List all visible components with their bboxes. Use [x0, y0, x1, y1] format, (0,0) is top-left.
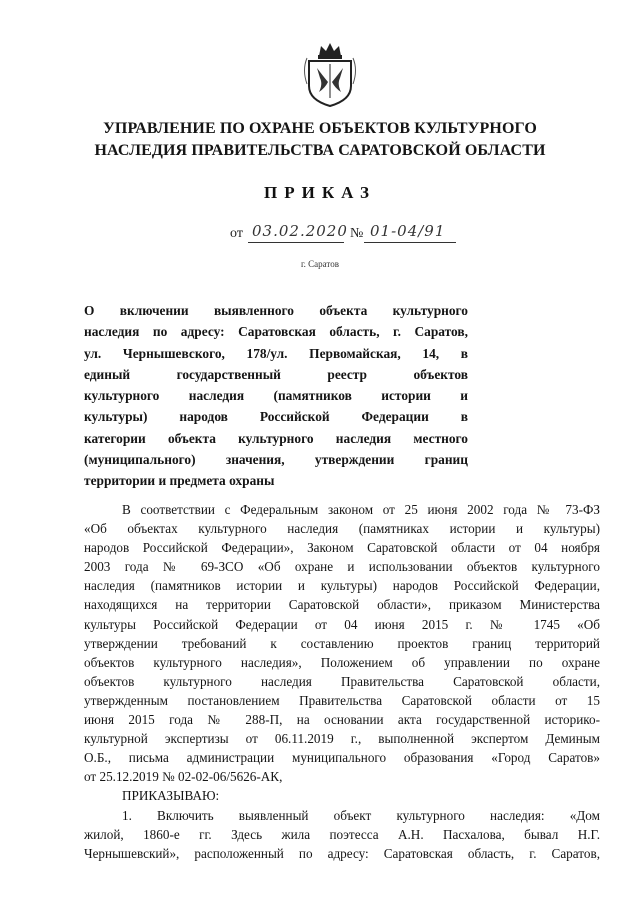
item-line: Чернышевский», расположенный по адресу: Саратовская область, г. Саратов, — [84, 845, 600, 861]
organization-name — [40, 118, 600, 162]
body-line: объектов культурного наследия», Положением об управлении по охране — [84, 654, 600, 670]
subject-line: культуры) народов Российской Федерации в — [84, 409, 468, 425]
body-line: культуры Российской Федерации от 04 июня 2015 г. № 1745 «Об — [84, 616, 600, 632]
body-line: 2003 года № 69-ЗСО «Об охране и использовании объектов культурного — [84, 559, 600, 575]
item-line: 1. Включить выявленный объект культурного наследия: «Дом — [122, 807, 600, 823]
city: г. Саратов — [301, 259, 339, 269]
body-line: народов Российской Федерации», Законом Саратовской области от 04 ноября — [84, 540, 600, 556]
body-line: июня 2015 года № 288-П, на основании акта государственной историко- — [84, 712, 600, 728]
subject-line: наследия по адресу: Саратовская область, г. Саратов, — [84, 324, 468, 340]
organization-name-line2: НАСЛЕДИЯ ПРАВИТЕЛЬСТВА САРАТОВСКОЙ ОБЛАСТИ — [94, 142, 546, 159]
body-line: утвержденным постановлением Правительства Саратовской области от 15 — [84, 692, 600, 708]
body-line: объектов культурного наследия Правительства Саратовской области, — [84, 673, 600, 689]
order-body — [84, 500, 600, 863]
order-date-number-line — [230, 222, 470, 246]
item-line: жилой, 1860-е гг. Здесь жила поэтесса А.Н. Пасхалова, бывал Н.Г. — [84, 826, 600, 842]
body-line: от 25.12.2019 № 02-02-06/5626-АК, — [84, 769, 283, 785]
order-date: 03.02.2020 — [252, 222, 348, 240]
subject-line: (муниципального) значения, утверждении границ — [84, 452, 468, 468]
body-line: утверждении требований к составлению проектов границ территорий — [84, 635, 600, 651]
subject-line: территории и предмета охраны — [84, 473, 275, 489]
subject-line: О включении выявленного объекта культурного — [84, 303, 468, 318]
number-underline — [364, 242, 456, 243]
order-subject — [84, 300, 468, 492]
organization-name-line1: УПРАВЛЕНИЕ ПО ОХРАНЕ ОБЪЕКТОВ КУЛЬТУРНОГО — [103, 120, 537, 137]
body-line: В соответствии с Федеральным законом от 25 июня 2002 года № 73-ФЗ — [122, 502, 600, 517]
body-line: наследия (памятников истории и культуры) народов Российской Федерации, — [84, 578, 600, 594]
document-type: ПРИКАЗ — [264, 183, 376, 202]
number-prefix: № — [350, 226, 364, 241]
body-line: культурной экспертизы от 06.11.2019 г., выполненной экспертом Деминым — [84, 731, 600, 747]
body-line: «Об объектах культурного наследия (памятниках истории и культуры) — [84, 521, 600, 537]
body-line: О.Б., письма администрации муниципального образования «Город Саратов» — [84, 750, 600, 766]
body-line: находящихся на территории Саратовской области», приказом Министерства — [84, 597, 600, 613]
subject-line: категории объекта культурного наследия местного — [84, 430, 468, 446]
date-prefix: от — [230, 226, 243, 241]
subject-line: культурного наследия (памятников истории и — [84, 388, 468, 404]
subject-line: единый государственный реестр объектов — [84, 366, 468, 382]
date-underline — [248, 242, 344, 243]
order-number: 01-04/91 — [370, 222, 446, 240]
saratov-coat-of-arms-icon — [299, 40, 361, 108]
subject-line: ул. Чернышевского, 178/ул. Первомайская, 14, в — [84, 345, 468, 361]
order-command: ПРИКАЗЫВАЮ: — [122, 788, 220, 804]
